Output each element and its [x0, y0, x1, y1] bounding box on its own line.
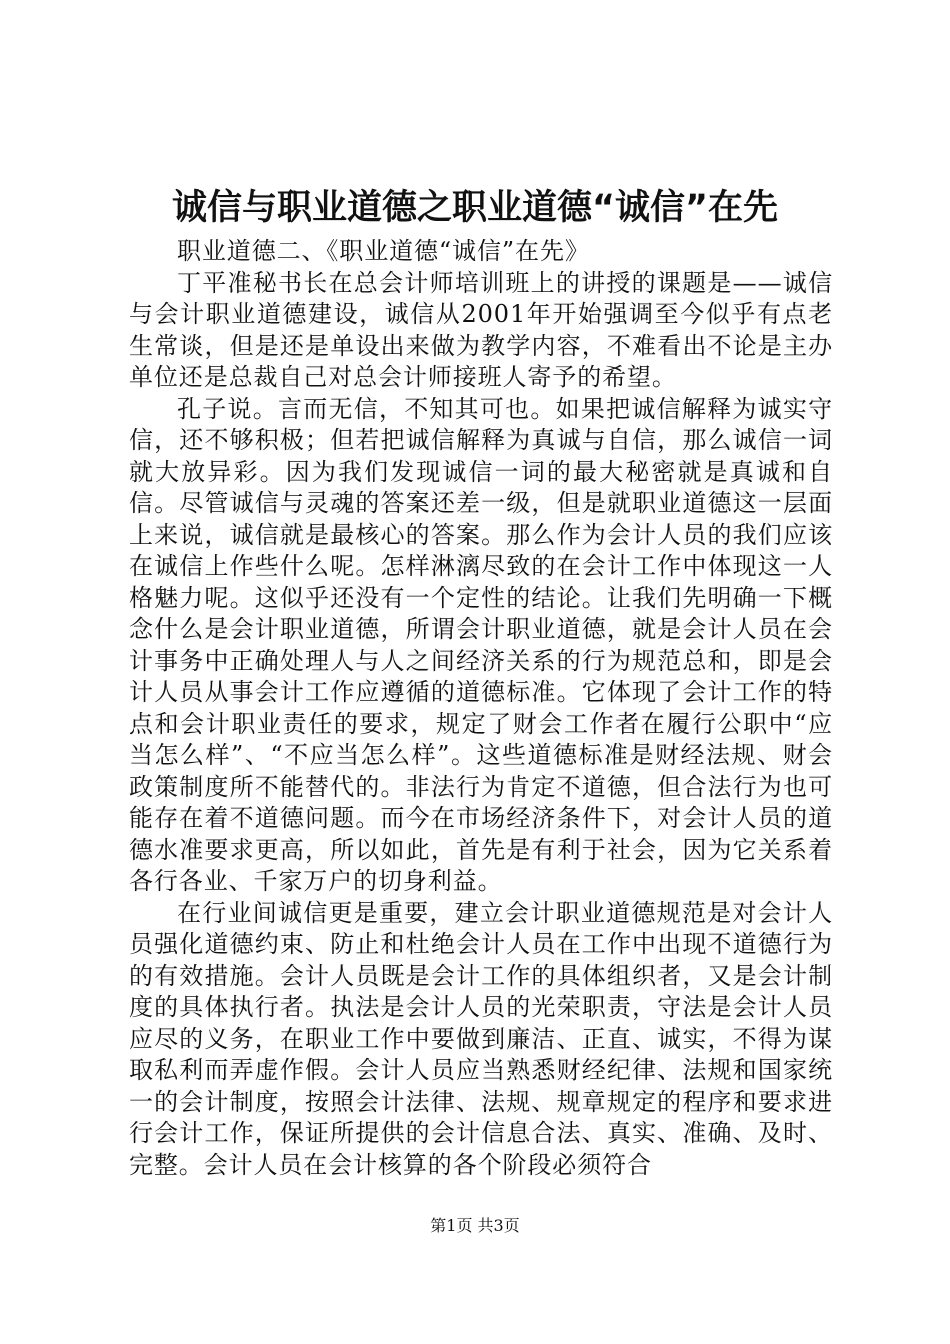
paragraph: 孔子说。言而无信，不知其可也。如果把诚信解释为诚实守信，还不够积极；但若把诚信解释为真诚与自信，那么诚信一词就大放异彩。因为我们发现诚信一词的最大秘密就是真诚和自信。尽管诚信与灵魂的答案还差一级，但是就职业道德这一层面上来说，诚信就是最核心的答案。那么作为会计人员的我们应该在诚信上作些什么呢。怎样淋漓尽致的在会计工作中体现这一人格魅力呢。这似乎还没有一个定性的结论。让我们先明确一下概念什么是会计职业道德，所谓会计职业道德，就是会计人员在会计事务中正确处理人与人之间经济关系的行为规范总和，即是会计人员从事会计工作应遵循的道德标准。它体现了会计工作的特点和会计职业责任的要求，规定了财会工作者在履行公职中“应当怎么样”、“不应当怎么样”。这些道德标准是财经法规、财会政策制度所不能替代的。非法行为肯定不道德，但合法行为也可能存在着不道德问题。而今在市场经济条件下，对会计人员的道德水准要求更高，所以如此，首先是有利于社会，因为它关系着各行各业、千家万户的切身利益。	[129, 394, 833, 895]
document-body	[129, 236, 833, 1181]
paragraph-subtitle: 职业道德二、《职业道德“诚信”在先》	[177, 237, 590, 265]
document-title: 诚信与职业道德之职业道德“诚信”在先	[171, 188, 778, 228]
paragraph: 丁平准秘书长在总会计师培训班上的讲授的课题是——诚信与会计职业道德建设，诚信从2001年开始强调至今似乎有点老生常谈，但是还是单设出来做为教学内容，不难看出不论是主办单位还是总裁自己对总会计师接班人寄予的希望。	[129, 268, 833, 391]
page-footer: 第1页 共3页	[430, 1216, 520, 1235]
paragraph: 在行业间诚信更是重要，建立会计职业道德规范是对会计人员强化道德约束、防止和杜绝会计人员在工作中出现不道德行为的有效措施。会计人员既是会计工作的具体组织者，又是会计制度的具体执行者。执法是会计人员的光荣职责，守法是会计人员应尽的义务，在职业工作中要做到廉洁、正直、诚实，不得为谋取私利而弄虚作假。会计人员应当熟悉财经纪律、法规和国家统一的会计制度，按照会计法律、法规、规章规定的程序和要求进行会计工作，保证所提供的会计信息合法、真实、准确、及时、完整。会计人员在会计核算的各个阶段必须符合	[129, 898, 833, 1179]
